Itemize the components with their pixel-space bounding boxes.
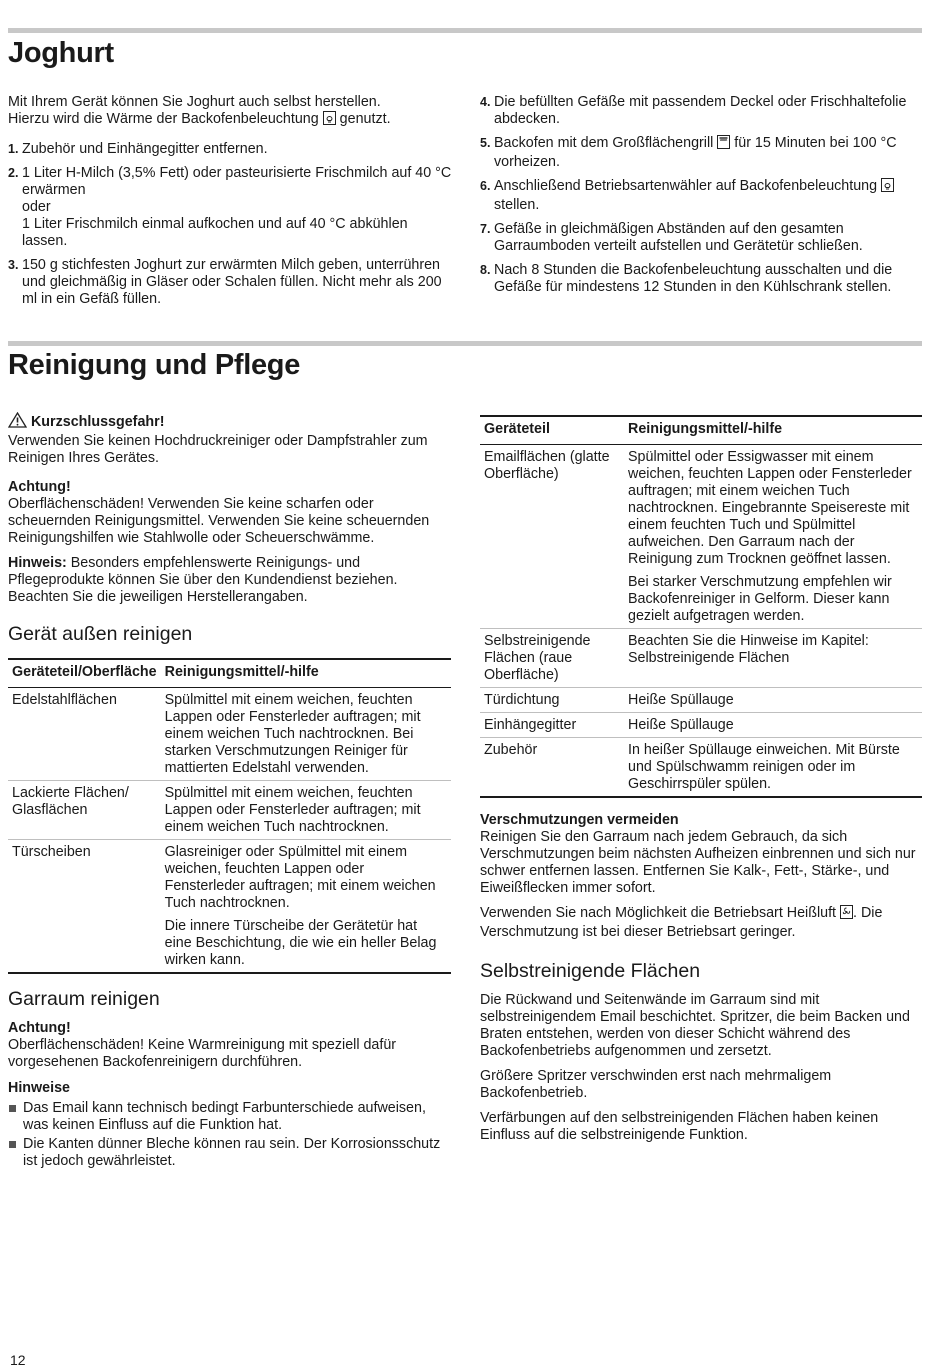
table-row: Türdichtung Heiße Spüllauge bbox=[480, 688, 922, 713]
table-row: Lackierte Flächen/ Glasflächen Spülmittel mit einem weichen, feuchten Lappen oder Fensterleder auftragen; mit einem weichen Tuch nachtrocknen. bbox=[8, 781, 451, 840]
joghurt-left-column bbox=[8, 94, 454, 315]
section-title-reinigung: Reinigung und Pflege bbox=[8, 349, 301, 381]
list-item: 7. Gefäße in gleichmäßigen Abständen auf den gesamten Garraumboden verteilt aufstellen und Gerätetür schließen. bbox=[480, 221, 863, 254]
list-item: 3. 150 g stichfesten Joghurt zur erwärmten Milch geben, unterrühren und gleichmäßig in Gläser oder Schalen füllen. Nicht mehr als 200 ml in ein Gefäß füllen. bbox=[8, 257, 442, 307]
achtung-title: Achtung! bbox=[8, 1020, 71, 1036]
subsection-title-garraum: Garraum reinigen bbox=[8, 988, 160, 1010]
warning-text: Verwenden Sie keinen Hochdruckreiniger oder Dampfstrahler zum Reinigen Ihres Gerätes. bbox=[8, 433, 428, 466]
joghurt-intro: Mit Ihrem Gerät können Sie Joghurt auch selbst herstellen. Hierzu wird die Wärme der Backofenbeleuchtung genutzt. bbox=[8, 94, 454, 130]
table-row: Emailflächen (glatte Oberfläche) Spülmittel oder Essigwasser mit einem weichen, feuchten Lappen oder Fensterleder auftragen; mit einem weichen Tuch nachtrocknen. Eingebrannte Speisereste mit einem feuchten Tuch und Spülmittel aufweichen. Den Garraum nach der Reinigung zum Trocknen geöffnet lassen. Bei starker Verschmutzung empfehlen wir Backofenreiniger in Gelform. Dieser kann gezielt aufgetragen werden. bbox=[480, 445, 922, 629]
achtung-text: Oberflächenschäden! Verwenden Sie keine scharfen oder scheuernden Reinigungsmittel. Verwenden Sie keine scheuernden Reinigungshilfen wie Stahlwolle oder Scheuerschwämme. bbox=[8, 496, 430, 546]
table-header-row bbox=[8, 659, 451, 688]
section-rule-reinigung bbox=[8, 341, 922, 346]
joghurt-right-column bbox=[480, 94, 922, 303]
table-header: Geräteteil/Oberfläche bbox=[8, 659, 161, 688]
achtung-text: Oberflächenschäden! Keine Warmreinigung mit speziell dafür vorgesehenen Backofenreinigern durchführen. bbox=[8, 1037, 397, 1070]
hinweis-block: Hinweis: Besonders empfehlenswerte Reinigungs- und Pflegeprodukte können Sie über den Kundendienst beziehen. Beachten Sie die jeweiligen Herstellerangaben. bbox=[8, 555, 398, 605]
table-row: Edelstahlflächen Spülmittel mit einem weichen, feuchten Lappen oder Fensterleder auftragen; mit einem weichen Tuch nachtrocknen. Bei starken Verschmutzungen Reiniger für mattierten Edelstahl verwenden. bbox=[8, 688, 451, 781]
grill-icon bbox=[717, 135, 730, 154]
vermeiden-title: Verschmutzungen vermeiden bbox=[480, 812, 679, 828]
list-item: 5. Backofen mit dem Großflächengrill für 15 Minuten bei 100 °C vorheizen. bbox=[480, 135, 897, 170]
subsection-title-selbst: Selbstreinigende Flächen bbox=[480, 960, 701, 982]
list-item: Das Email kann technisch bedingt Farbunterschiede aufweisen, was keinen Einfluss auf die Funktion hat. bbox=[8, 1100, 451, 1134]
warning-triangle-icon bbox=[8, 412, 27, 433]
table-innen bbox=[480, 415, 922, 798]
reinigung-left-column bbox=[8, 412, 451, 1172]
table-header: Reinigungsmittel/-hilfe bbox=[161, 659, 451, 688]
list-item: 4. Die befüllten Gefäße mit passendem Deckel oder Frischhaltefolie abdecken. bbox=[480, 94, 907, 127]
table-row: Selbstreinigende Flächen (raue Oberfläche) Beachten Sie die Hinweise im Kapitel: Selbstreinigende Flächen bbox=[480, 629, 922, 688]
section-title-joghurt: Joghurt bbox=[8, 37, 114, 69]
hinweise-list bbox=[8, 1100, 451, 1170]
table-row: Einhängegitter Heiße Spüllauge bbox=[480, 713, 922, 738]
hinweise-title: Hinweise bbox=[8, 1080, 70, 1096]
achtung-block bbox=[8, 479, 451, 547]
section-rule-top bbox=[8, 28, 922, 33]
list-item: 2. 1 Liter H-Milch (3,5% Fett) oder pasteurisierte Frischmilch auf 40 °C erwärmen oder 1 Liter Frischmilch einmal aufkochen und auf 40 °C abkühlen lassen. bbox=[8, 165, 452, 249]
list-item: 8. Nach 8 Stunden die Backofenbeleuchtung ausschalten und die Gefäße für mindestens 12 Stunden in den Kühlschrank stellen. bbox=[480, 262, 893, 295]
garraum-achtung-block bbox=[8, 1020, 451, 1071]
table-row: Zubehör In heißer Spüllauge einweichen. Mit Bürste und Spülschwamm reinigen oder im Geschirrspüler spülen. bbox=[480, 738, 922, 798]
table-header: Reinigungsmittel/-hilfe bbox=[624, 416, 922, 445]
warning-title: Kurzschlussgefahr! bbox=[30, 414, 165, 430]
warning-block bbox=[8, 412, 451, 467]
hot-air-fan-icon bbox=[840, 905, 853, 924]
joghurt-steps-left bbox=[8, 141, 454, 308]
list-item: 6. Anschließend Betriebsartenwähler auf Backofenbeleuchtung stellen. bbox=[480, 178, 922, 214]
hinweis-label: Hinweis: bbox=[8, 555, 67, 571]
table-row: Türscheiben Glasreiniger oder Spülmittel mit einem weichen, feuchten Lappen oder Fensterleder auftragen; mit einem weichen Tuch nachtrocknen. Die innere Türscheibe der Gerätetür hat eine Beschichtung, die wie ein heller Belag wirken kann. bbox=[8, 840, 451, 974]
page-number: 12 bbox=[10, 1352, 26, 1368]
table-header: Geräteteil bbox=[480, 416, 624, 445]
oven-light-icon bbox=[881, 178, 894, 197]
oven-light-icon bbox=[323, 111, 336, 130]
list-item: Die Kanten dünner Bleche können rau sein. Der Korrosionsschutz ist jedoch gewährleistet. bbox=[8, 1136, 451, 1170]
subsection-title-aussen: Gerät außen reinigen bbox=[8, 623, 193, 645]
joghurt-steps-right bbox=[480, 94, 922, 296]
achtung-title: Achtung! bbox=[8, 479, 71, 495]
table-header-row bbox=[480, 416, 922, 445]
reinigung-right-column: Geräteteil Reinigungsmittel/-hilfe Emailflächen (glatte Oberfläche) Spülmittel oder Essigwasser mit einem weichen, feuchten Lappen oder Fensterleder auftragen; mit einem weichen Tuch nachtrocknen. Eingebrannte Speisereste mit einem feuchten Tuch und Spülmittel aufweichen. Den Garraum nach der Reinigung zum Trocknen geöffnet lassen. Bei starker Verschmutzung empfehlen wir Backofenreiniger in Gelform. Dieser kann gezielt aufgetragen werden. Selbstreinigende Flächen (raue Oberfläche) Beachten Sie die Hinweise im Kapitel: Selbstreinigende Flächen Türdichtung Heiße Spüllauge Einhängegitter Heiße Spüllauge Zubehör In heißer Spüllauge einweichen. Mit Bürste und Spülschwamm reinigen oder im Geschirrspüler spülen. Verschmutzungen vermeiden Reinigen Sie den Garraum nach jedem Gebrauch, da sich Verschmutzungen beim nächsten Aufheizen einbrennen und sich nur schwer entfernen lassen. Entfernen Sie Kalk-, Fett-, Stärke-, und Eiweißflecken immer sofort. Verwenden Sie nach Möglichkeit die Betriebsart Heißluft . Die Verschmutzung ist bei dieser Betriebsart geringer. Selbstreinigende Flächen Die Rückwand und Seitenwände im Garraum sind mit selbstreinigendem Email beschichtet. Spritzer, die beim Backen und Braten entstehen, werden von dieser Schicht während des Backofenbetriebs aufgenommen und zersetzt. Größere Spritzer verschwinden erst nach mehrmaligem Backofenbetrieb. Verfärbungen auf den selbstreinigenden Flächen haben keinen Einfluss auf die selbstreinigende Funktion. bbox=[480, 415, 922, 1152]
table-aussen bbox=[8, 658, 451, 974]
vermeiden-block: Verschmutzungen vermeiden Reinigen Sie den Garraum nach jedem Gebrauch, da sich Verschmutzungen beim nächsten Aufheizen einbrennen und sich nur schwer entfernen lassen. Entfernen Sie Kalk-, Fett-, Stärke-, und Eiweißflecken immer sofort. Verwenden Sie nach Möglichkeit die Betriebsart Heißluft . Die Verschmutzung ist bei dieser Betriebsart geringer. bbox=[480, 812, 922, 941]
list-item: 1. Zubehör und Einhängegitter entfernen. bbox=[8, 141, 268, 157]
